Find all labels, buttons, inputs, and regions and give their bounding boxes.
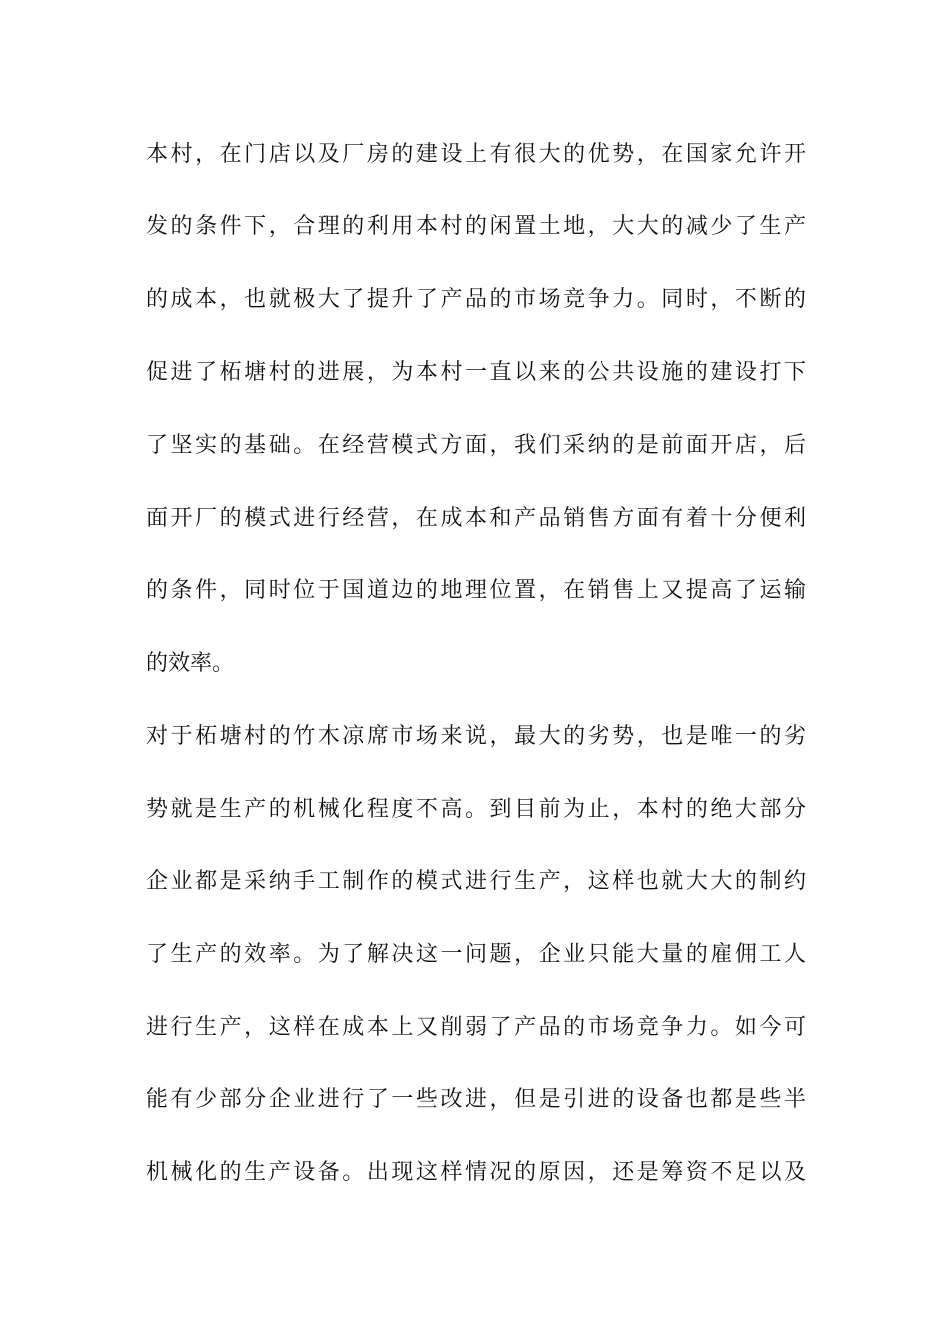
text-line: 的效率。 [146,651,235,676]
text-line: 的条件，同时位于国道边的地理位置，在销售上又提高了运输 [146,578,806,603]
text-line: 势就是生产的机械化程度不高。到目前为止，本村的绝大部分 [146,797,806,822]
text-line: 面开厂的模式进行经营，在成本和产品销售方面有着十分便利 [146,506,806,531]
text-line: 本村，在门店以及厂房的建设上有很大的优势，在国家允许开 [146,142,806,167]
text-line: 企业都是采纳手工制作的模式进行生产，这样也就大大的制约 [146,869,806,894]
text-line: 进行生产，这样在成本上又削弱了产品的市场竞争力。如今可 [146,1015,806,1040]
text-line: 了生产的效率。为了解决这一问题，企业只能大量的雇佣工人 [146,942,806,967]
text-line: 了坚实的基础。在经营模式方面，我们采纳的是前面开店，后 [146,433,806,458]
text-line: 机械化的生产设备。出现这样情况的原因，还是筹资不足以及 [146,1160,806,1185]
text-line: 对于柘塘村的竹木凉席市场来说，最大的劣势，也是唯一的劣 [146,724,806,749]
text-line: 能有少部分企业进行了一些改进，但是引进的设备也都是些半 [146,1087,806,1112]
text-line: 的成本，也就极大了提升了产品的市场竞争力。同时，不断的 [146,287,806,312]
text-line: 发的条件下，合理的利用本村的闲置土地，大大的减少了生产 [146,214,806,239]
text-line: 促进了柘塘村的进展，为本村一直以来的公共设施的建设打下 [146,360,806,385]
